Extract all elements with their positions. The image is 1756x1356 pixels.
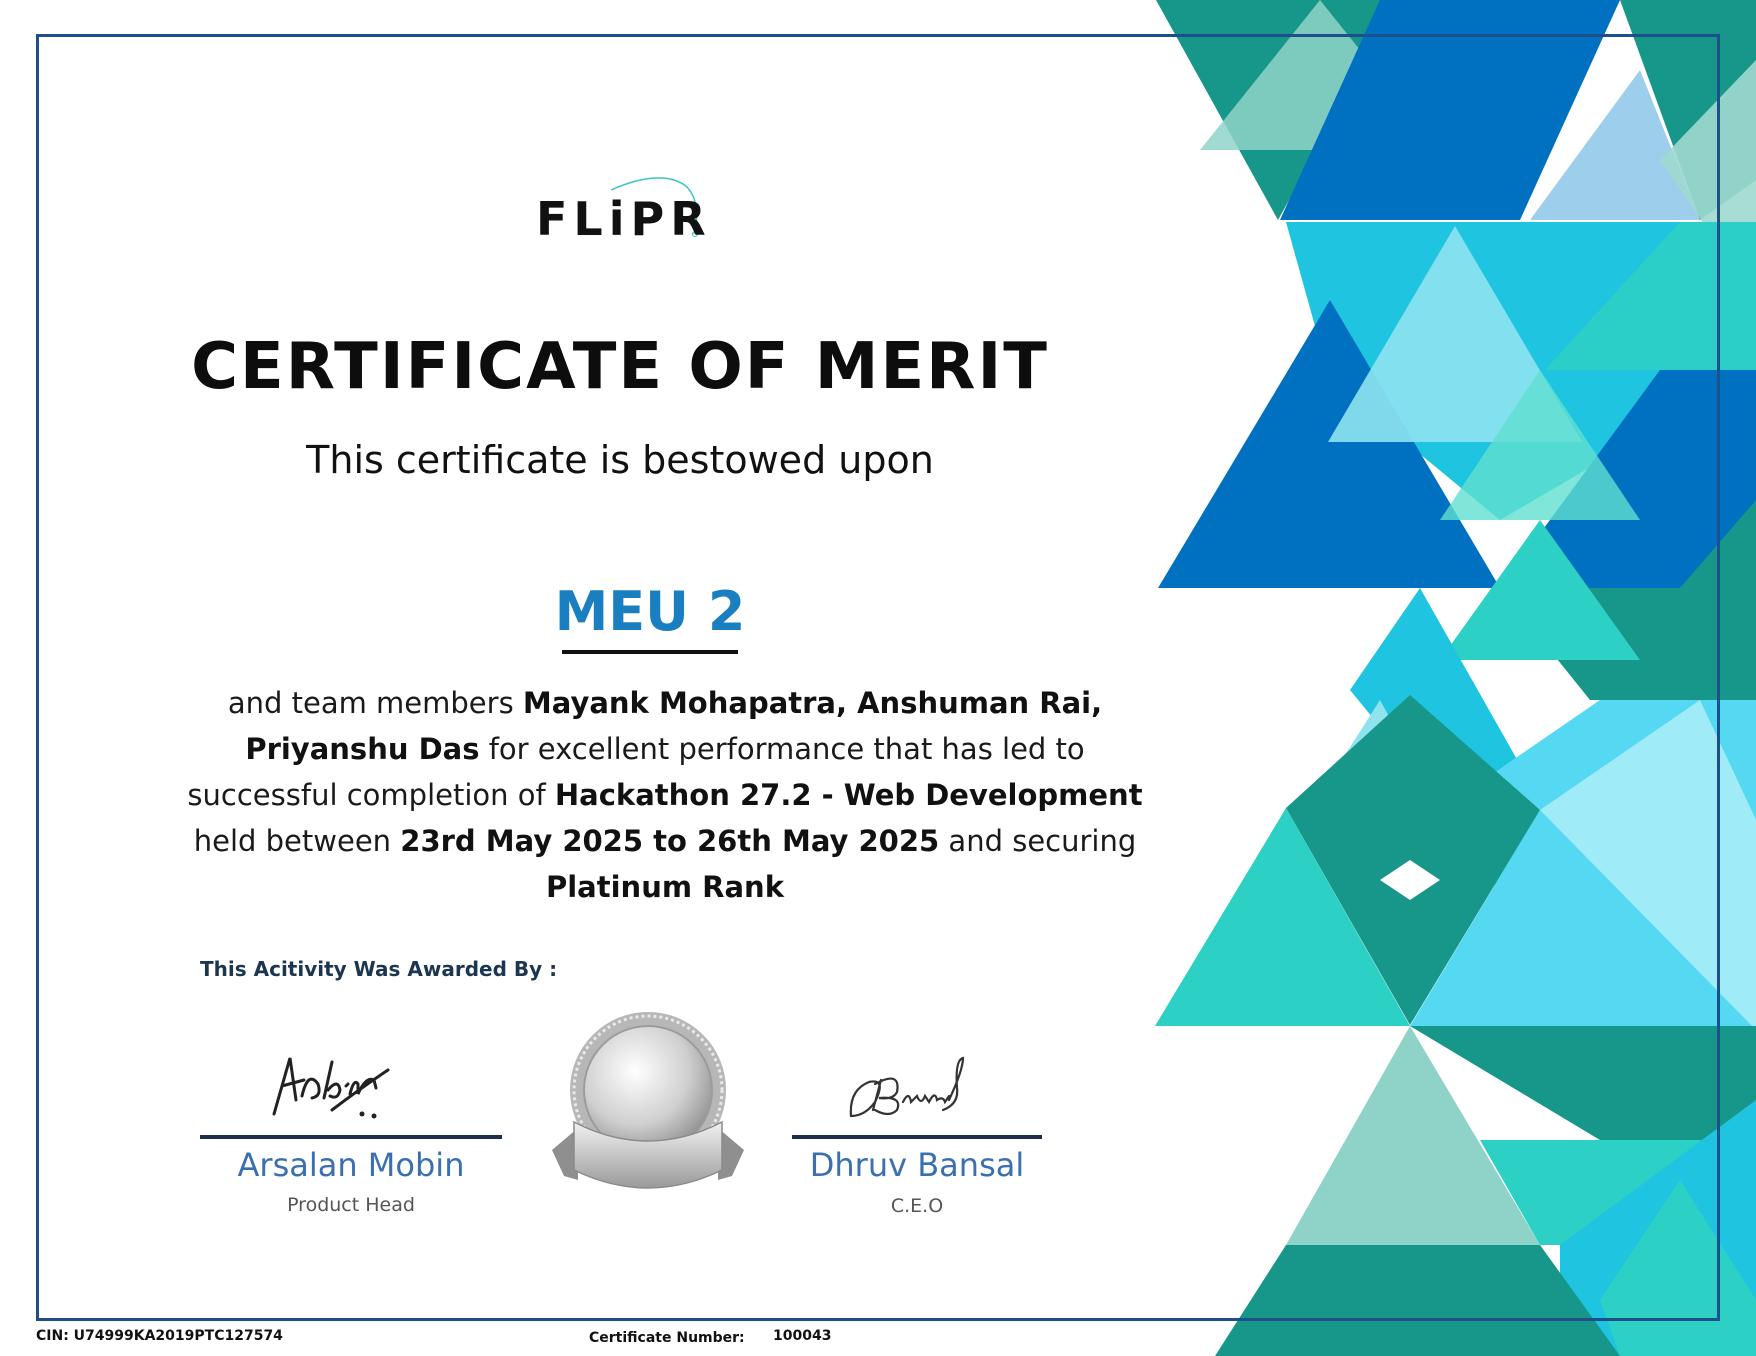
body-text-1: and team members: [227, 686, 523, 720]
logo-text: FLiPR: [536, 192, 712, 246]
awarded-by-label: This Acitivity Was Awarded By :: [200, 957, 558, 981]
company-logo: [536, 168, 712, 248]
cin-number: CIN: U74999KA2019PTC127574: [36, 1328, 283, 1344]
recipient-name: MEU 2: [554, 580, 746, 643]
body-text-2: for excellent performance that has led to successful completion of: [187, 732, 1085, 812]
signature-line: [200, 1135, 502, 1139]
rank: Platinum Rank: [545, 870, 784, 904]
body-text-3: held between: [193, 824, 401, 858]
team-members: Mayank Mohapatra, Anshuman Rai, Priyanshu Das: [245, 686, 1103, 766]
signatory-name: Arsalan Mobin: [237, 1146, 465, 1184]
certificate-number-label: Certificate Number:: [589, 1330, 745, 1346]
recipient-underline: [562, 650, 738, 654]
event-dates: 23rd May 2025 to 26th May 2025: [400, 824, 940, 858]
certificate-title: CERTIFICATE OF MERIT: [191, 330, 1049, 404]
silver-medal-icon: [548, 1010, 748, 1210]
certificate-body: [180, 680, 1150, 910]
signature-line: [792, 1135, 1042, 1139]
event-name: Hackathon 27.2 - Web Development: [554, 778, 1143, 812]
certificate-subtitle: This certificate is bestowed upon: [306, 438, 934, 482]
signature-bansal: [845, 1040, 975, 1120]
signatory-role: C.E.O: [890, 1195, 944, 1217]
body-text-4: and securing: [939, 824, 1137, 858]
signatory-role: Product Head: [287, 1194, 415, 1216]
signature-mobin: [262, 1040, 392, 1120]
signatory-name: Dhruv Bansal: [809, 1146, 1025, 1184]
certificate-number: 100043: [773, 1328, 832, 1344]
